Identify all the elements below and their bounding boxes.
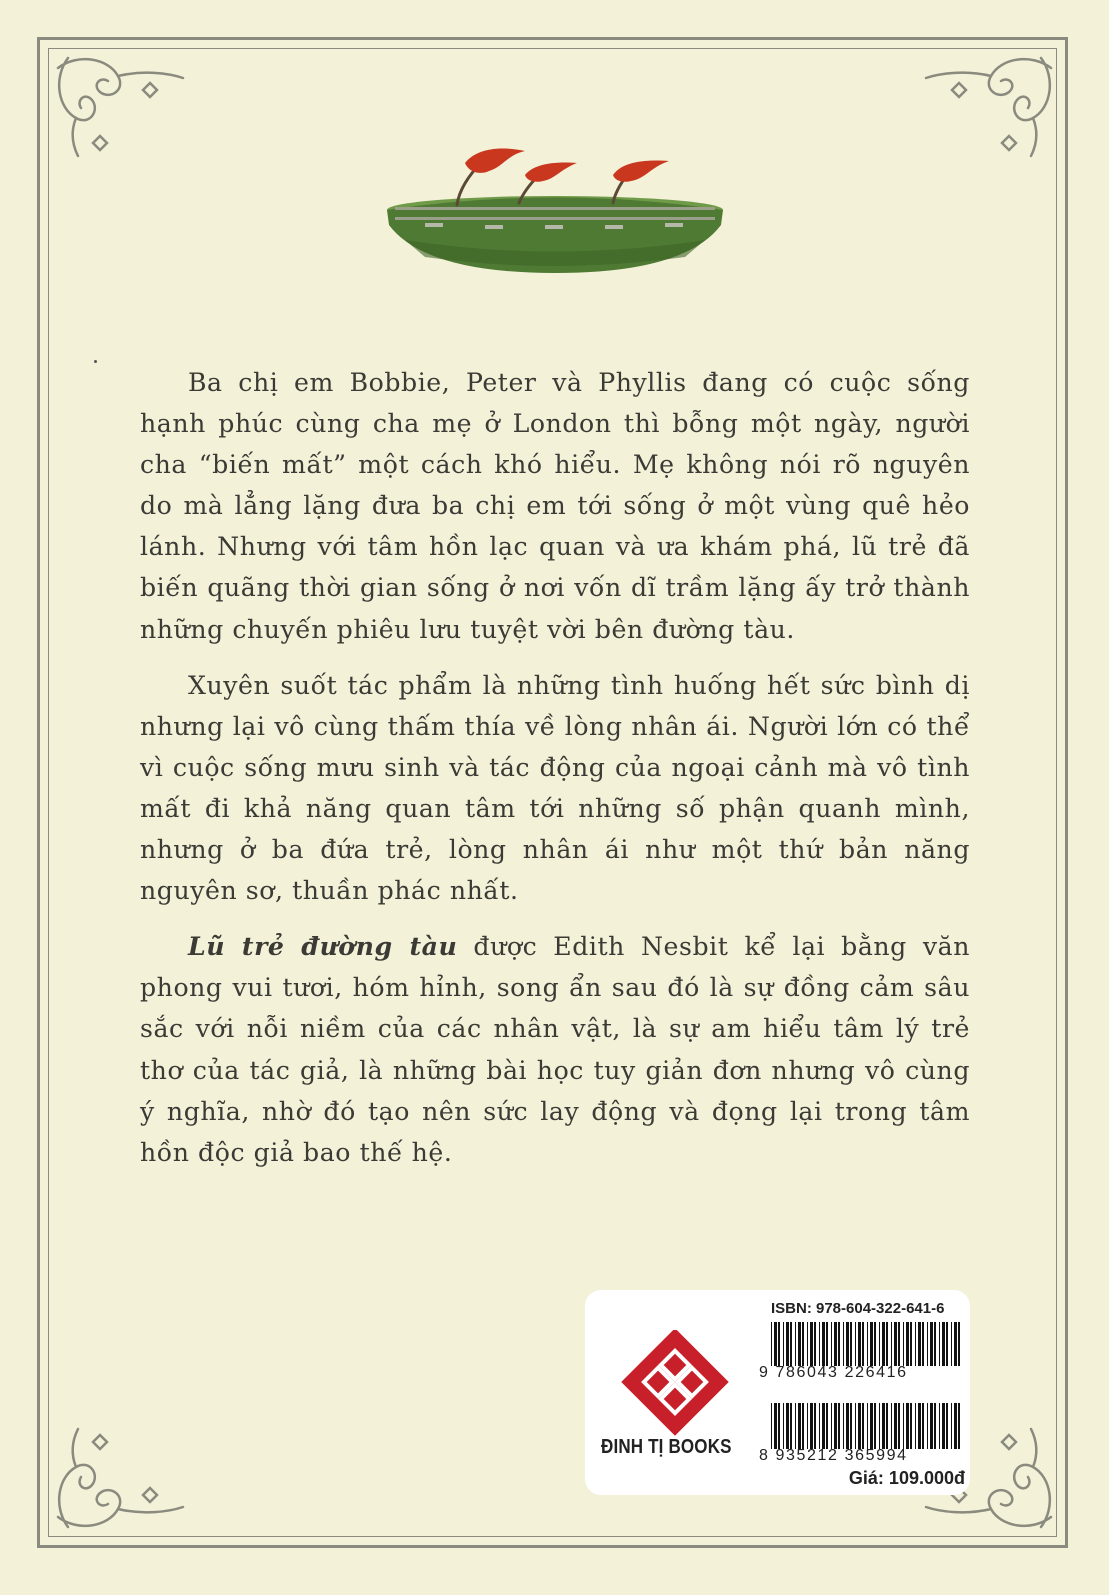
barcode-bar (822, 1322, 825, 1366)
barcode-bar (826, 1322, 828, 1366)
isbn-label: ISBN: 978-604-322-641-6 (771, 1300, 945, 1317)
barcode-bar (903, 1403, 904, 1449)
barcode-bar (855, 1322, 856, 1366)
barcode-bar (891, 1403, 892, 1449)
barcode-bar (786, 1322, 789, 1366)
barcode-bar (783, 1403, 784, 1449)
barcode-bar (771, 1403, 772, 1449)
ean-barcode (771, 1403, 963, 1449)
barcode-bar (831, 1322, 832, 1366)
barcode-bar (886, 1403, 888, 1449)
barcode-bar (927, 1322, 928, 1366)
barcode-bar (850, 1322, 852, 1366)
barcode-bar (774, 1322, 777, 1366)
barcode-bar (874, 1403, 876, 1449)
barcode-card (585, 1290, 970, 1495)
description-paragraph-1: Ba chị em Bobbie, Peter và Phyllis đang có cuộc sống hạnh phúc cùng cha mẹ ở London thì bỗng một ngày, người cha “biến mất” một cách khó hiểu. Mẹ không nói rõ nguyên do mà lẳng lặng đưa ba chị em tới sống ở một vùng quê hẻo lánh. Nhưng với tâm hồn lạc quan và ưa khám phá, lũ trẻ đã biến quãng thời gian sống ở nơi vốn dĩ trầm lặng ấy trở thành những chuyến phiêu lưu tuyệt vời bên đường tàu. (140, 368, 970, 644)
barcode-bar (934, 1403, 936, 1449)
barcode-bar (918, 1403, 921, 1449)
corner-ornament-top-right (921, 48, 1061, 158)
barcode-bar (867, 1403, 868, 1449)
description-paragraph-3-text: được Edith Nesbit kể lại bằng văn phong vui tươi, hóm hỉnh, song ẩn sau đó là sự đồng cảm sâu sắc với nỗi niềm của các nhân vật, là sự am hiểu tâm lý trẻ thơ của tác giả, là những bài học tuy giản đơn nhưng vô cùng ý nghĩa, nhờ đó tạo nên sức lay động và đọng lại trong tâm hồn độc giả bao thế hệ. (140, 932, 971, 1167)
barcode-bar (862, 1403, 864, 1449)
barcode-bar (915, 1322, 916, 1366)
barcode-bar (807, 1403, 808, 1449)
book-description (140, 362, 970, 1173)
barcode-bar (954, 1403, 957, 1449)
barcode-bar (838, 1322, 840, 1366)
barcode-bar (810, 1322, 813, 1366)
book-title-italic: Lũ trẻ đường tàu (188, 931, 458, 962)
barcode-bar (778, 1322, 780, 1366)
barcode-bar (879, 1403, 880, 1449)
railway-trees-illustration (385, 145, 725, 275)
barcode-bar (930, 1322, 933, 1366)
barcode-bar (915, 1403, 916, 1449)
barcode-bar (807, 1322, 808, 1366)
barcode-bar (846, 1322, 849, 1366)
barcode-bar (894, 1403, 897, 1449)
barcode-bar (834, 1322, 837, 1366)
barcode-bar (826, 1403, 828, 1449)
barcode-bar (846, 1403, 849, 1449)
barcode-bar (843, 1403, 844, 1449)
ean-barcode-digits: 8 935212 365994 (759, 1447, 908, 1464)
barcode-bar (882, 1403, 885, 1449)
barcode-bar (946, 1403, 948, 1449)
barcode-bar (918, 1322, 921, 1366)
barcode-bar (831, 1403, 832, 1449)
barcode-bar (783, 1322, 784, 1366)
print-speck (94, 360, 97, 363)
barcode-bar (862, 1322, 864, 1366)
barcode-bar (870, 1403, 873, 1449)
barcode-bar (891, 1322, 892, 1366)
barcode-bar (814, 1322, 816, 1366)
barcode-bar (886, 1322, 888, 1366)
barcode-bar (910, 1403, 912, 1449)
barcode-bar (870, 1322, 873, 1366)
isbn-barcode (771, 1322, 963, 1366)
barcode-bar (810, 1403, 813, 1449)
barcode-bar (795, 1322, 796, 1366)
barcode-bar (798, 1403, 801, 1449)
barcode-bar (906, 1403, 909, 1449)
barcode-bar (819, 1403, 820, 1449)
barcode-bar (790, 1322, 792, 1366)
barcode-bar (822, 1403, 825, 1449)
barcode-bar (790, 1403, 792, 1449)
barcode-bar (951, 1403, 952, 1449)
barcode-bar (879, 1322, 880, 1366)
barcode-bar (958, 1403, 960, 1449)
barcode-bar (819, 1322, 820, 1366)
barcode-bar (910, 1322, 912, 1366)
barcode-bar (814, 1403, 816, 1449)
description-paragraph-2: Xuyên suốt tác phẩm là những tình huống hết sức bình dị nhưng lại vô cùng thấm thía về lòng nhân ái. Người lớn có thể vì cuộc sống mưu sinh và tác động của ngoại cảnh mà vô tình mất đi khả năng quan tâm tới những số phận quanh mình, nhưng ở ba đứa trẻ, lòng nhân ái như một thứ bản năng nguyên sơ, thuần phác nhất. (140, 670, 970, 906)
barcode-bar (903, 1322, 904, 1366)
barcode-bar (786, 1403, 789, 1449)
barcode-bar (834, 1403, 837, 1449)
barcode-bar (838, 1403, 840, 1449)
barcode-bar (954, 1322, 957, 1366)
barcode-bar (874, 1322, 876, 1366)
corner-ornament-bottom-left (48, 1427, 188, 1537)
barcode-bar (882, 1322, 885, 1366)
barcode-bar (922, 1403, 924, 1449)
barcode-bar (867, 1322, 868, 1366)
barcode-bar (939, 1403, 940, 1449)
barcode-bar (958, 1322, 960, 1366)
barcode-bar (927, 1403, 928, 1449)
barcode-bar (843, 1322, 844, 1366)
barcode-bar (942, 1403, 945, 1449)
publisher-logo-icon (595, 1330, 755, 1450)
barcode-bar (930, 1403, 933, 1449)
barcode-bar (774, 1403, 777, 1449)
barcode-bar (798, 1322, 801, 1366)
description-paragraph-3 (140, 926, 970, 1173)
barcode-bar (894, 1322, 897, 1366)
barcode-bar (802, 1322, 804, 1366)
isbn-barcode-digits: 9 786043 226416 (759, 1364, 908, 1381)
barcode-bar (795, 1403, 796, 1449)
barcode-bar (802, 1403, 804, 1449)
barcode-bar (946, 1322, 948, 1366)
publisher-name: ĐINH TỊ BOOKS (601, 1436, 732, 1458)
barcode-bar (771, 1322, 772, 1366)
barcode-bar (934, 1322, 936, 1366)
barcode-bar (898, 1322, 900, 1366)
barcode-bar (942, 1322, 945, 1366)
price-label: Giá: 109.000đ (848, 1468, 965, 1488)
barcode-bar (906, 1322, 909, 1366)
corner-ornament-top-left (48, 48, 188, 158)
barcode-bar (939, 1322, 940, 1366)
barcode-bar (898, 1403, 900, 1449)
barcode-bar (858, 1322, 861, 1366)
barcode-bar (858, 1403, 861, 1449)
barcode-bar (922, 1322, 924, 1366)
barcode-bar (855, 1403, 856, 1449)
barcode-bar (951, 1322, 952, 1366)
barcode-bar (778, 1403, 780, 1449)
barcode-bar (850, 1403, 852, 1449)
